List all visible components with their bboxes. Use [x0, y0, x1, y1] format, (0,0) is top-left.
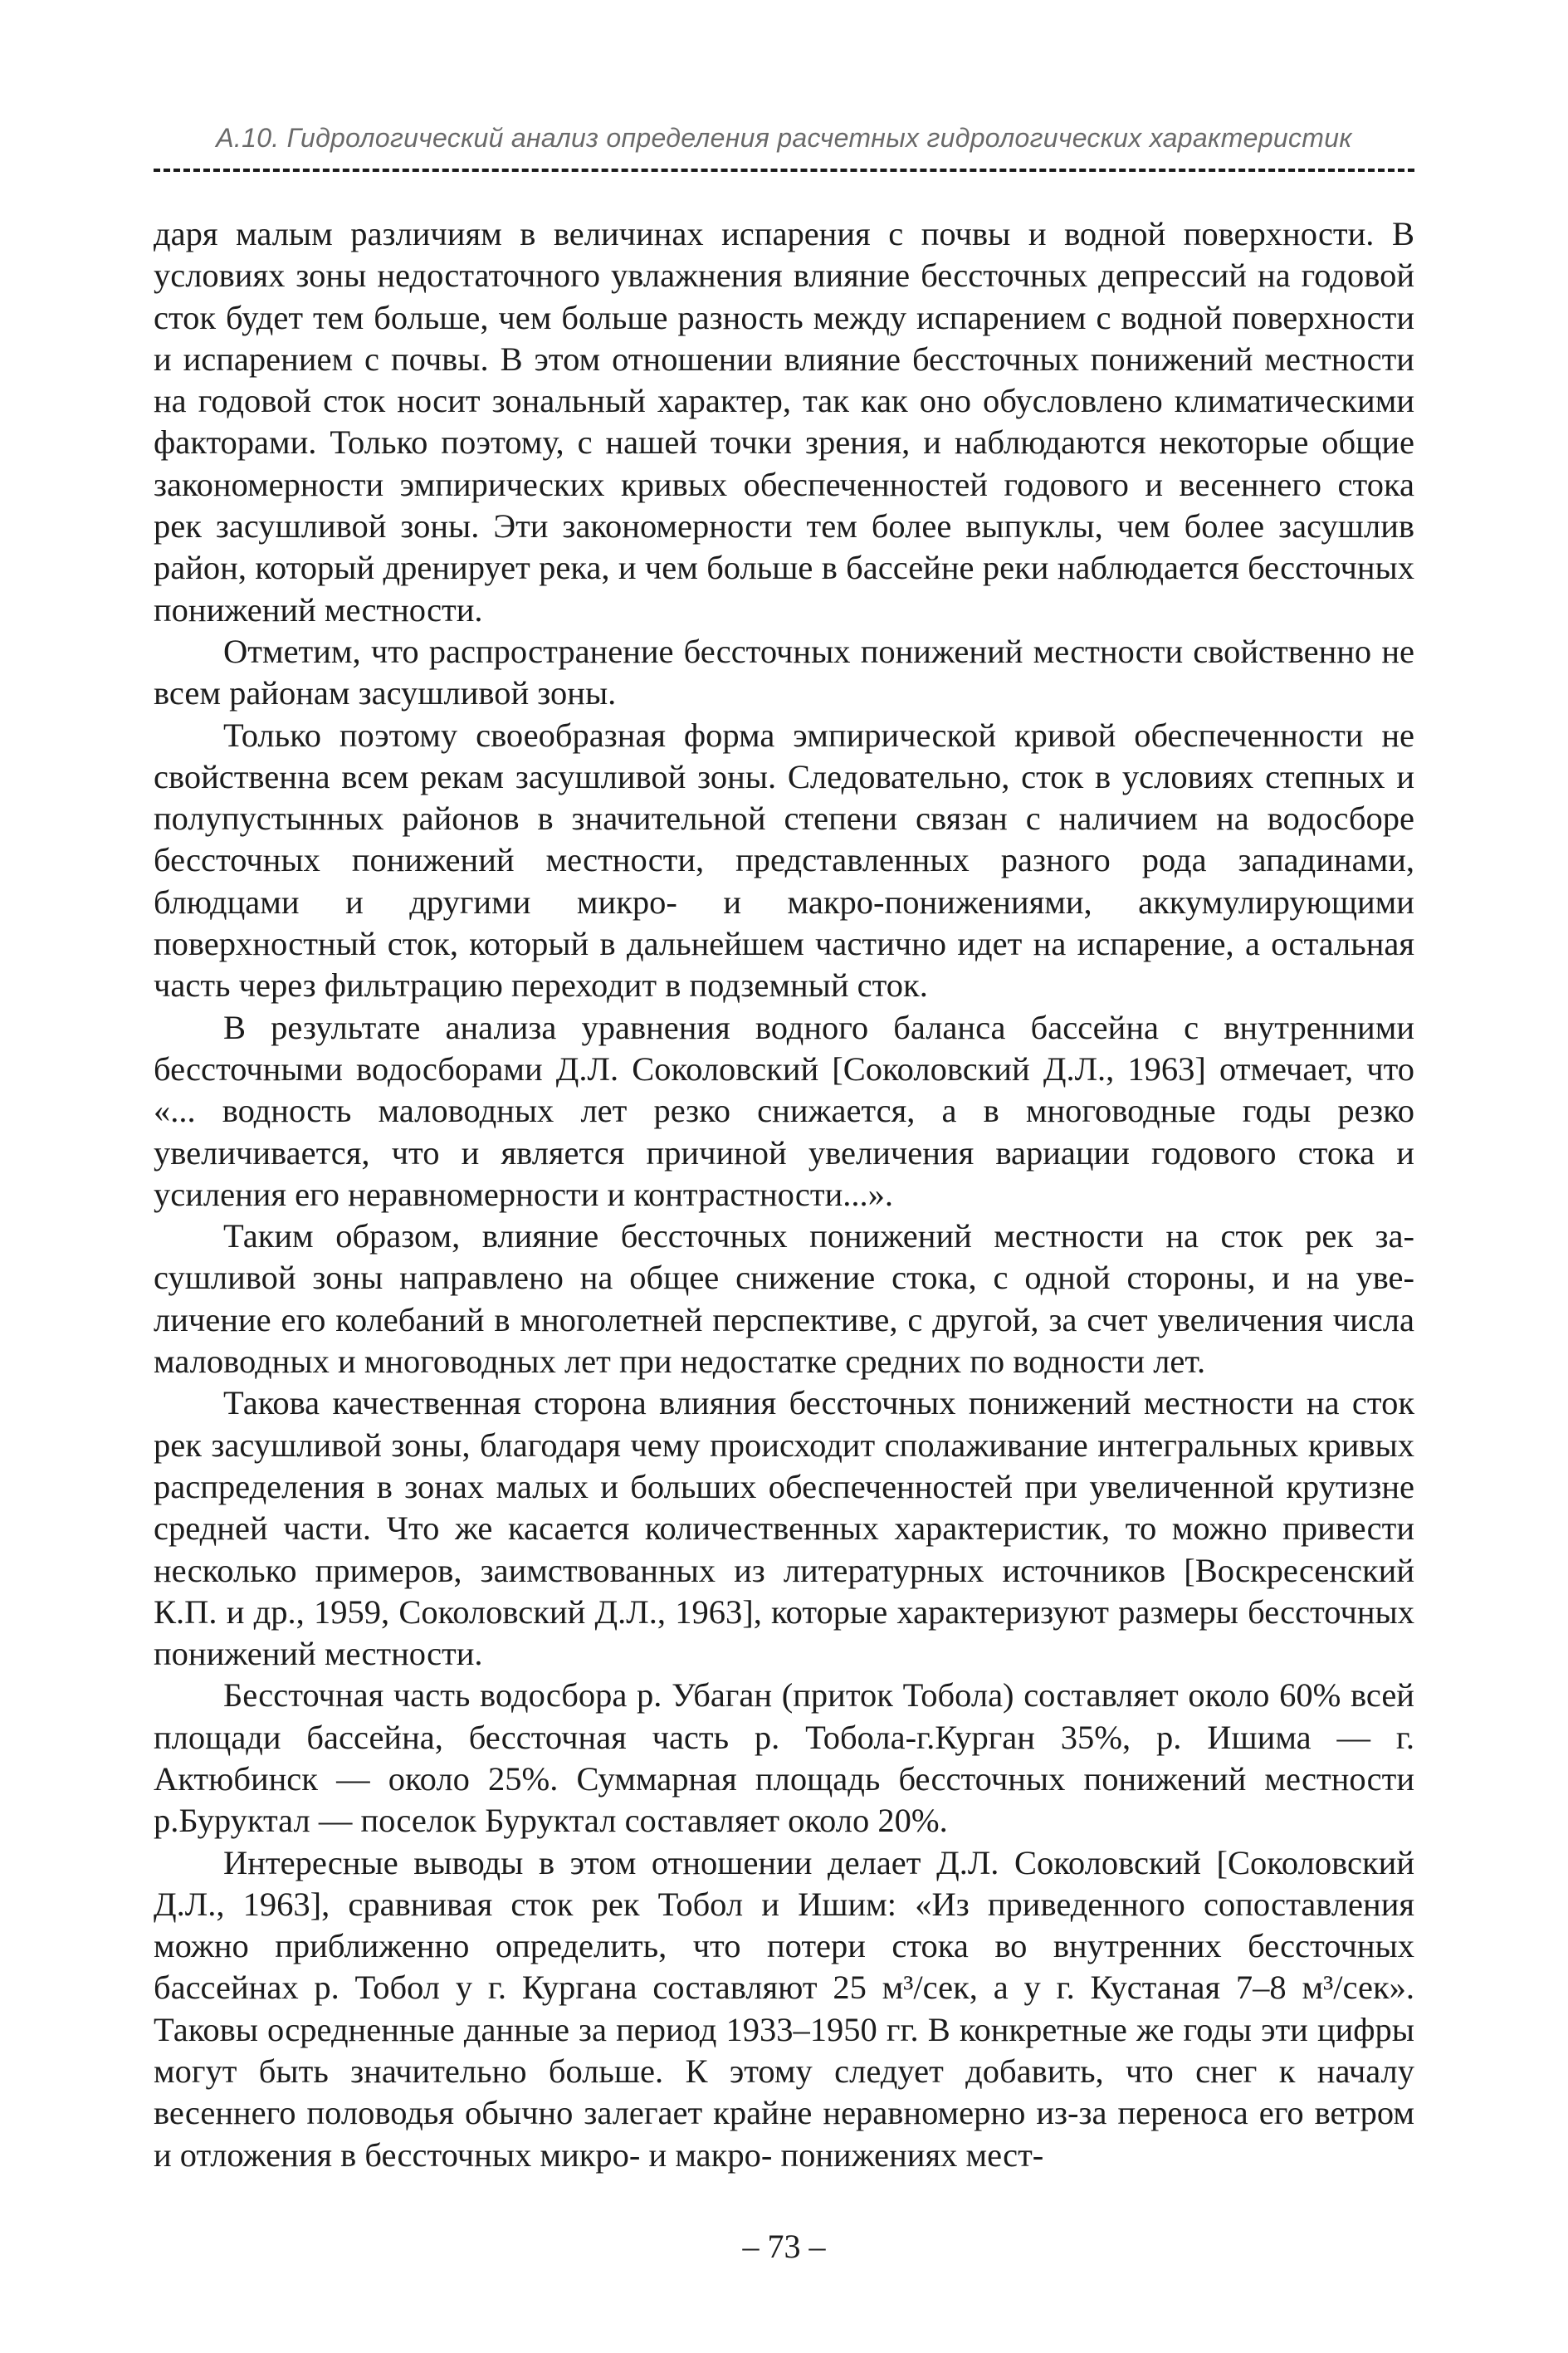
- paragraph: Бессточная часть водосбора р. Убаган (приток Тобола) составляет около 60% всей площади бассейна, бессточная часть р. Тобола-г.Курган 35%, р. Ишима — г. Актюбинск — около 25%. Суммарная площадь бессточных понижений местности р.Буруктал — поселок Буруктал составляет около 20%.: [154, 1676, 1414, 1840]
- paragraph: Только поэтому своеобразная форма эмпирической кривой обеспеченности не свойственна всем рекам засушливой зоны. Следовательно, сток в условиях степных и полупустынных районов в значительной степени связан с наличием на водосборе бессточных понижений местности, представленных разного рода западинами, блюдцами и другими микро- и макро-понижениями, аккумулирующими поверхностный сток, который в дальнейшем частично идет на испарение, а остальная часть через фильтрацию переходит в подземный сток.: [154, 716, 1414, 1005]
- body-text: [154, 213, 1414, 2176]
- paragraph: даря малым различиям в величинах испарения с почвы и водной поверхности. В условиях зоны недостаточного увлажнения влияние бессточных депрессий на годовой сток будет тем больше, чем больше разность между испарением с водной поверхности и испарением с почвы. В этом отношении влияние бессточных понижений местности на годовой сток носит зональный характер, так как оно обусловлено климатическими факторами. Только поэтому, с нашей точки зрения, и наблюдаются некоторые общие закономерности эмпирических кривых обеспеченностей годового и весеннего стока рек засушливой зоны. Эти закономерности тем более выпуклы, чем более засушлив район, который дренирует река, и чем больше в бассейне реки наблюдается бессточных понижений местности.: [154, 215, 1414, 629]
- header-divider: [154, 169, 1414, 172]
- paragraph: Таким образом, влияние бессточных понижений местности на сток рек засушливой зоны направлено на общее снижение стока, с одной стороны, и на увеличение его колебаний в многолетней перспективе, с другой, за счет увеличения числа маловодных и многоводных лет при недостатке средних по водности лет.: [154, 1217, 1414, 1381]
- running-header: А.10. Гидрологический анализ определения расчетных гидрологических характеристик: [216, 123, 1352, 153]
- paragraph: В результате анализа уравнения водного баланса бассейна с внутренними бессточными водосборами Д.Л. Соколовский [Соколовский Д.Л., 1963] отмечает, что «... водность маловодных лет резко снижается, а в многоводные годы резко увеличивается, что и является причиной увеличения вариации годового стока и усиления его неравномерности и контрастности...».: [154, 1008, 1414, 1213]
- page-number: – 73 –: [742, 2228, 826, 2265]
- paragraph: Отметим, что распространение бессточных понижений местности свойственно не всем районам засушливой зоны.: [154, 632, 1414, 712]
- paragraph: Такова качественная сторона влияния бессточных понижений местности на сток рек засушливой зоны, благодаря чему происходит сполаживание интегральных кривых распределения в зонах малых и больших обеспеченностей при увеличенной крутизне средней части. Что же касается количественных характеристик, то можно привести несколько примеров, заимствованных из литературных источников [Воскресенский К.П. и др., 1959, Соколовский Д.Л., 1963], которые характеризуют размеры бессточных понижений местности.: [154, 1384, 1414, 1673]
- paragraph: Интересные выводы в этом отношении делает Д.Л. Соколовский [Соколовский Д.Л., 1963], сравнивая сток рек Тобол и Ишим: «Из приведенного сопоставления можно приближенно определить, что потери стока во внутренних бессточных бассейнах р. Тобол у г. Кургана составляют 25 м³/сек, а у г. Кустаная 7–8 м³/сек». Таковы осредненные данные за период 1933–1950 гг. В конкретные же годы эти цифры могут быть значительно больше. К этому следует добавить, что снег к началу весеннего половодья обычно залегает крайне неравномерно из-за переноса его ветром и отложения в бессточных микро- и макро- понижениях мест-: [154, 1843, 1414, 2174]
